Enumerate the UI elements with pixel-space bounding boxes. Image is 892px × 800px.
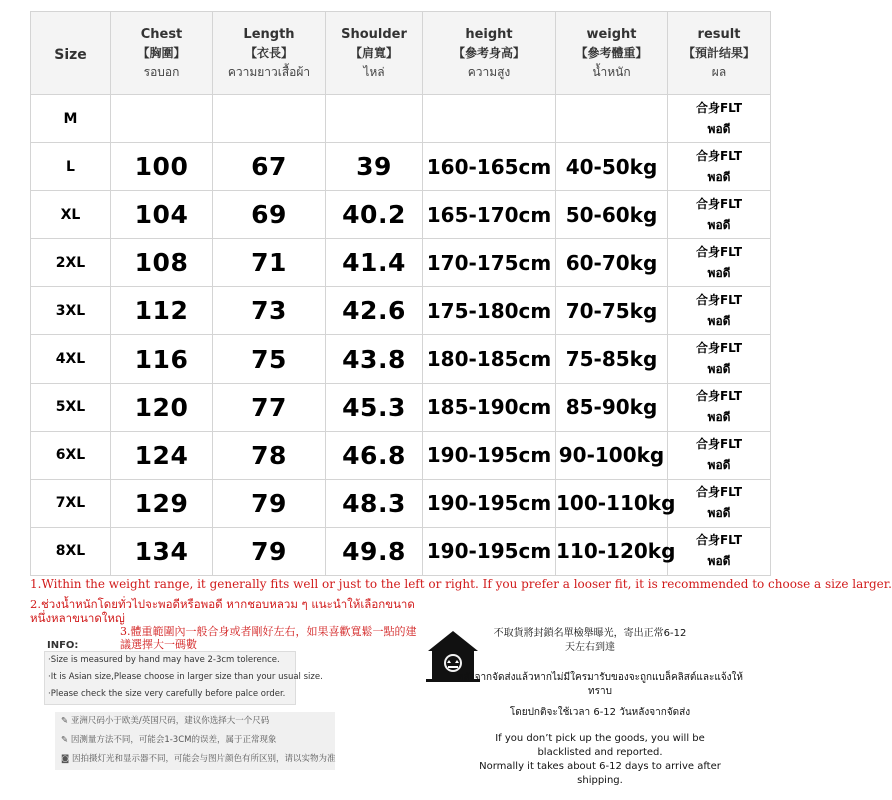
- table-row: [31, 335, 771, 383]
- length-cell: 79: [213, 479, 326, 527]
- result-cell: [668, 95, 771, 143]
- height-cell: 180-185cm: [423, 335, 556, 383]
- size-chart-table: [30, 11, 771, 576]
- table-row: [31, 191, 771, 239]
- length-cell: [213, 95, 326, 143]
- shoulder-cell: 43.8: [326, 335, 423, 383]
- shipping-note-english-1: If you don’t pick up the goods, you will be blacklisted and reported.: [495, 733, 705, 758]
- result-cell: [668, 527, 771, 575]
- weight-cell: 60-70kg: [556, 239, 668, 287]
- info-line: ·It is Asian size,Please choose in larger size than your usual size.: [48, 672, 323, 682]
- shoulder-cell: 48.3: [326, 479, 423, 527]
- header-result: result 【預計结果】 ผล: [668, 12, 771, 95]
- length-cell: 67: [213, 143, 326, 191]
- size-cell: 8XL: [31, 527, 111, 575]
- weight-cell: 50-60kg: [556, 191, 668, 239]
- shoulder-cell: 46.8: [326, 431, 423, 479]
- result-cell: [668, 383, 771, 431]
- result-th: พอดี: [707, 554, 731, 569]
- chest-cell: 129: [111, 479, 213, 527]
- note-english: 1.Within the weight range, it generally fits well or just to the left or right. If you prefer a looser fit, it is recommended to choose a size larger.: [30, 577, 892, 591]
- result-cn: 合身FLT: [695, 196, 743, 211]
- table-row: [31, 479, 771, 527]
- cn-info-line: ✎ 亚洲尺码小于欧美/英国尺码，建议你选择大一个尺码: [61, 716, 270, 726]
- length-cell: 69: [213, 191, 326, 239]
- chest-cell: 116: [111, 335, 213, 383]
- table-row: [31, 383, 771, 431]
- chest-cell: 108: [111, 239, 213, 287]
- size-cell: 7XL: [31, 479, 111, 527]
- length-cell: 78: [213, 431, 326, 479]
- table-row: [31, 95, 771, 143]
- info-title: INFO:: [47, 640, 79, 651]
- result-cell: [668, 287, 771, 335]
- height-cell: 185-190cm: [423, 383, 556, 431]
- camera-icon: ◙: [61, 754, 70, 764]
- result-th: พอดี: [707, 506, 731, 521]
- shoulder-cell: 41.4: [326, 239, 423, 287]
- chest-cell: 112: [111, 287, 213, 335]
- result-cn: 合身FLT: [695, 292, 743, 307]
- result-cell: [668, 479, 771, 527]
- header-shoulder: Shoulder 【肩寬】 ไหล่: [326, 12, 423, 95]
- result-cn: 合身FLT: [695, 533, 743, 548]
- weight-cell: 40-50kg: [556, 143, 668, 191]
- size-cell: 3XL: [31, 287, 111, 335]
- shipping-note-thai-2: โดยปกติจะใช้เวลา 6-12 วันหลังจากจัดส่ง: [509, 707, 691, 718]
- pencil-icon: ✎: [61, 735, 69, 745]
- result-cn: 合身FLT: [695, 485, 743, 500]
- chest-cell: 100: [111, 143, 213, 191]
- weight-cell: 85-90kg: [556, 383, 668, 431]
- result-cn: 合身FLT: [695, 244, 743, 259]
- size-cell: 2XL: [31, 239, 111, 287]
- table-header-row: [31, 12, 771, 95]
- height-cell: [423, 95, 556, 143]
- result-th: พอดี: [707, 169, 731, 184]
- info-line: ·Please check the size very carefully before palce order.: [48, 689, 286, 699]
- weight-cell: 75-85kg: [556, 335, 668, 383]
- chest-cell: 124: [111, 431, 213, 479]
- height-cell: 175-180cm: [423, 287, 556, 335]
- height-cell: 165-170cm: [423, 191, 556, 239]
- height-cell: 190-195cm: [423, 527, 556, 575]
- size-cell: 6XL: [31, 431, 111, 479]
- result-cell: [668, 143, 771, 191]
- length-cell: 73: [213, 287, 326, 335]
- result-cell: [668, 431, 771, 479]
- result-th: พอดี: [707, 265, 731, 280]
- size-cell: L: [31, 143, 111, 191]
- table-row: [31, 527, 771, 575]
- weight-cell: 100-110kg: [556, 479, 668, 527]
- weight-cell: 110-120kg: [556, 527, 668, 575]
- shipping-note-thai-1: หลังจากจัดส่งแล้วหากไม่มีใครมารับของจะถูกแบล็คลิสต์และแจ้งให้ทราบ: [456, 672, 743, 697]
- header-size: Size: [31, 12, 111, 95]
- result-cell: [668, 239, 771, 287]
- table-row: [31, 239, 771, 287]
- weight-cell: 90-100kg: [556, 431, 668, 479]
- result-cell: [668, 335, 771, 383]
- chest-cell: [111, 95, 213, 143]
- result-cn: 合身FLT: [695, 341, 743, 356]
- shoulder-cell: 49.8: [326, 527, 423, 575]
- result-th: พอดี: [707, 362, 731, 377]
- length-cell: 71: [213, 239, 326, 287]
- result-th: พอดี: [707, 121, 731, 136]
- height-cell: 170-175cm: [423, 239, 556, 287]
- size-cell: 5XL: [31, 383, 111, 431]
- size-cell: 4XL: [31, 335, 111, 383]
- note-chinese: 3.體重範圍內一般合身或者剛好左右，如果喜歡寬鬆一點的建議選擇大一碼數: [120, 625, 417, 651]
- length-cell: 77: [213, 383, 326, 431]
- info-line: ·Size is measured by hand may have 2-3cm tolerence.: [48, 655, 280, 665]
- size-cell: M: [31, 95, 111, 143]
- weight-cell: 70-75kg: [556, 287, 668, 335]
- table-row: [31, 431, 771, 479]
- result-cell: [668, 191, 771, 239]
- height-cell: 160-165cm: [423, 143, 556, 191]
- height-cell: 190-195cm: [423, 479, 556, 527]
- header-weight: weight 【參考體重】 น้ำหนัก: [556, 12, 668, 95]
- chest-cell: 134: [111, 527, 213, 575]
- result-th: พอดี: [707, 217, 731, 232]
- result-th: พอดี: [707, 313, 731, 328]
- table-row: [31, 143, 771, 191]
- info-box: [44, 651, 323, 705]
- table-row: [31, 287, 771, 335]
- result-cn: 合身FLT: [695, 100, 743, 115]
- shoulder-cell: 40.2: [326, 191, 423, 239]
- header-height: height 【參考身高】 ความสูง: [423, 12, 556, 95]
- length-cell: 79: [213, 527, 326, 575]
- result-cn: 合身FLT: [695, 389, 743, 404]
- pencil-icon: ✎: [61, 716, 69, 726]
- shipping-note-chinese: 不取貨將封鎖名單檢舉曝光，寄出正常6-12天左右到達: [493, 628, 687, 653]
- header-length: Length 【衣長】 ความยาวเสื้อผ้า: [213, 12, 326, 95]
- result-th: พอดี: [707, 410, 731, 425]
- length-cell: 75: [213, 335, 326, 383]
- shoulder-cell: [326, 95, 423, 143]
- result-th: พอดี: [707, 458, 731, 473]
- result-cn: 合身FLT: [695, 437, 743, 452]
- height-cell: 190-195cm: [423, 431, 556, 479]
- cn-info-line: ✎ 因测量方法不同，可能会1-3CM的误差，属于正常现象: [61, 735, 277, 745]
- chinese-info-box: [55, 712, 335, 770]
- chest-cell: 120: [111, 383, 213, 431]
- shoulder-cell: 42.6: [326, 287, 423, 335]
- weight-cell: [556, 95, 668, 143]
- size-cell: XL: [31, 191, 111, 239]
- chest-cell: 104: [111, 191, 213, 239]
- shipping-note-english-2: Normally it takes about 6-12 days to arrive after shipping.: [479, 761, 721, 786]
- cn-info-line: ◙ 因拍摄灯光和显示器不同，可能会与图片颜色有所区别，请以实物为准: [61, 754, 336, 764]
- shoulder-cell: 39: [326, 143, 423, 191]
- header-chest: Chest 【胸圍】 รอบอก: [111, 12, 213, 95]
- result-cn: 合身FLT: [695, 148, 743, 163]
- shoulder-cell: 45.3: [326, 383, 423, 431]
- note-thai: 2.ช่วงน้ำหนักโดยทั่วไปจะพอดีหรือพอดี หากชอบหลวม ๆ แนะนำให้เลือกขนาดหนึ่งหลาขนาดใหญ่: [30, 597, 415, 625]
